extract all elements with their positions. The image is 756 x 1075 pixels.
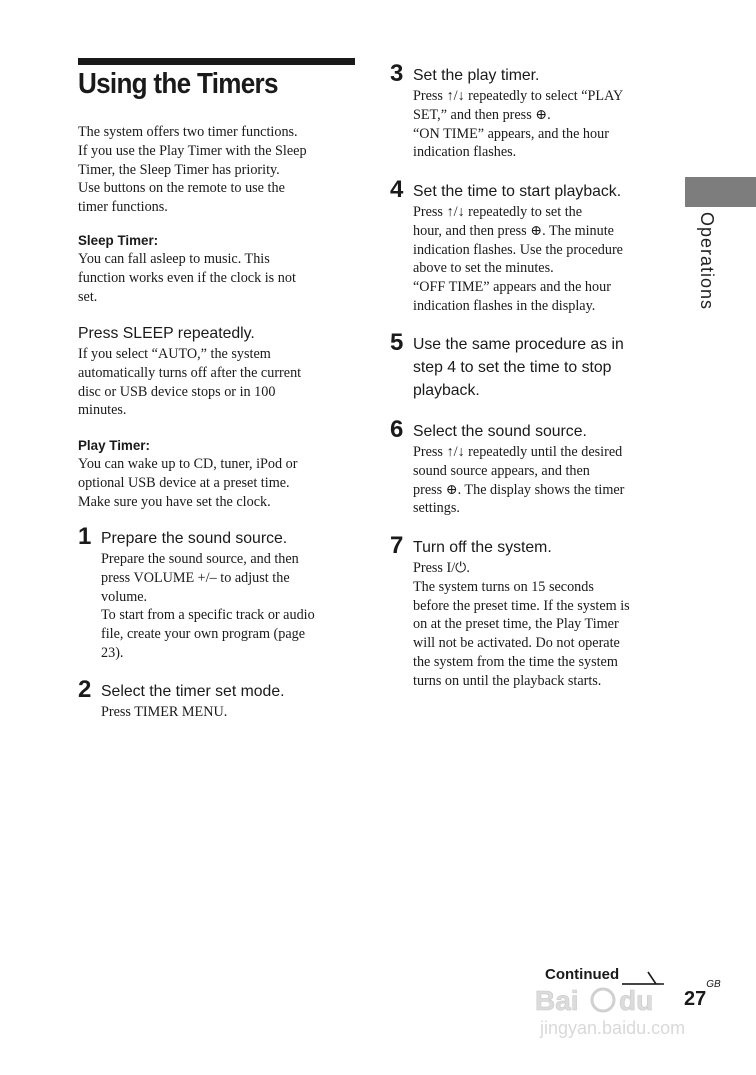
- intro-line: Timer, the Sleep Timer has priority.: [78, 161, 280, 178]
- step-body-line: press VOLUME +/– to adjust the: [101, 569, 290, 586]
- intro-line: Use buttons on the remote to use the: [78, 180, 285, 197]
- step-1: [78, 523, 358, 663]
- step-body-line: volume.: [101, 588, 148, 605]
- step-number: 1: [78, 523, 92, 550]
- step-body-line: “ON TIME” appears, and the hour: [413, 125, 609, 142]
- step-body-line: Press ↑/↓ repeatedly until the desired: [413, 444, 623, 460]
- sleep-timer-heading: Sleep Timer:: [78, 233, 159, 248]
- step-title: Select the timer set mode.: [101, 683, 285, 700]
- step-body-line: turns on until the playback starts.: [413, 672, 602, 689]
- sleep-detail-line: minutes.: [78, 402, 127, 419]
- section-tab-label: Operations: [697, 212, 717, 311]
- step-body-line: above to set the minutes.: [413, 260, 554, 277]
- sleep-instruction-section: [78, 322, 358, 420]
- section-tab-marker: [685, 177, 756, 207]
- step-body-line: will not be activated. Do not operate: [413, 635, 620, 652]
- step-number: 4: [390, 176, 404, 203]
- intro-line: The system offers two timer functions.: [78, 124, 298, 140]
- step-body-line: sound source appears, and then: [413, 462, 590, 479]
- sleep-detail-line: disc or USB device stops or in 100: [78, 383, 276, 400]
- watermark-url: jingyan.baidu.com: [540, 1018, 686, 1038]
- title-rule: [78, 58, 355, 65]
- step-body-line: indication flashes. Use the procedure: [413, 241, 623, 258]
- step-body-line: The system turns on 15 seconds: [413, 578, 594, 595]
- step-body-line: Press TIMER MENU.: [101, 704, 228, 720]
- step-7: [390, 532, 675, 691]
- step-body-line: before the preset time. If the system is: [413, 597, 630, 614]
- step-title: Prepare the sound source.: [101, 530, 288, 547]
- step-4: [390, 176, 675, 316]
- sleep-detail-line: automatically turns off after the current: [78, 364, 302, 381]
- sleep-detail-line: If you select “AUTO,” the system: [78, 346, 271, 362]
- step-number: 2: [78, 676, 92, 703]
- step-body-line: file, create your own program (page: [101, 626, 306, 643]
- step-number: 6: [390, 416, 404, 443]
- sleep-instruction: Press SLEEP repeatedly.: [78, 325, 255, 342]
- step-2: [78, 676, 358, 722]
- play-timer-heading: Play Timer:: [78, 438, 150, 453]
- step-body-line: settings.: [413, 500, 460, 517]
- sleep-body-line: function works even if the clock is not: [78, 269, 296, 286]
- continued-label: Continued: [545, 966, 620, 983]
- step-number: 7: [390, 532, 404, 559]
- play-body-line: optional USB device at a preset time.: [78, 474, 290, 491]
- step-title: Set the play timer.: [413, 67, 540, 84]
- step-body-line: on at the preset time, the Play Timer: [413, 616, 619, 633]
- page-suffix: GB: [706, 979, 721, 991]
- step-body-line: SET,” and then press ⊕.: [413, 106, 551, 123]
- step-title: step 4 to set the time to stop: [413, 359, 612, 376]
- step-5: [390, 329, 675, 402]
- step-body-line: indication flashes.: [413, 144, 517, 161]
- step-body-line: To start from a specific track or audio: [101, 607, 315, 624]
- step-title: Set the time to start playback.: [413, 183, 622, 200]
- step-title: Use the same procedure as in: [413, 336, 624, 353]
- intro-line: timer functions.: [78, 199, 168, 216]
- step-3: [390, 60, 675, 162]
- step-body-line: hour, and then press ⊕. The minute: [413, 222, 614, 239]
- step-body-line: indication flashes in the display.: [413, 297, 596, 314]
- step-body-line: Press I/⏻.: [413, 560, 470, 576]
- svg-text:du: du: [619, 985, 654, 1016]
- baidu-watermark-logo: [535, 980, 685, 1020]
- step-title: playback.: [413, 382, 480, 399]
- step-body-line: “OFF TIME” appears and the hour: [413, 279, 611, 296]
- svg-text:Bai: Bai: [535, 985, 579, 1016]
- step-body-line: Press ↑/↓ repeatedly to set the: [413, 204, 583, 220]
- intro-line: If you use the Play Timer with the Sleep: [78, 142, 307, 159]
- step-body-line: press ⊕. The display shows the timer: [413, 481, 625, 498]
- step-title: Turn off the system.: [413, 539, 552, 556]
- page-title: Using the Timers: [78, 68, 278, 100]
- sleep-body-line: You can fall asleep to music. This: [78, 251, 270, 267]
- page-number-value: 27: [684, 988, 707, 1010]
- play-timer-section: [78, 436, 358, 511]
- step-6: [390, 416, 675, 518]
- step-number: 3: [390, 60, 404, 87]
- page-number: [684, 979, 721, 1011]
- play-body-line: Make sure you have set the clock.: [78, 493, 271, 510]
- step-title: Select the sound source.: [413, 423, 587, 440]
- intro-paragraph: [78, 123, 358, 217]
- step-body-line: Prepare the sound source, and then: [101, 551, 299, 567]
- step-body-line: 23).: [101, 644, 124, 661]
- sleep-body-line: set.: [78, 288, 98, 305]
- play-body-line: You can wake up to CD, tuner, iPod or: [78, 456, 298, 472]
- step-body-line: the system from the time the system: [413, 653, 618, 670]
- sleep-timer-section: [78, 231, 358, 306]
- step-body-line: Press ↑/↓ repeatedly to select “PLAY: [413, 88, 624, 104]
- step-number: 5: [390, 329, 404, 356]
